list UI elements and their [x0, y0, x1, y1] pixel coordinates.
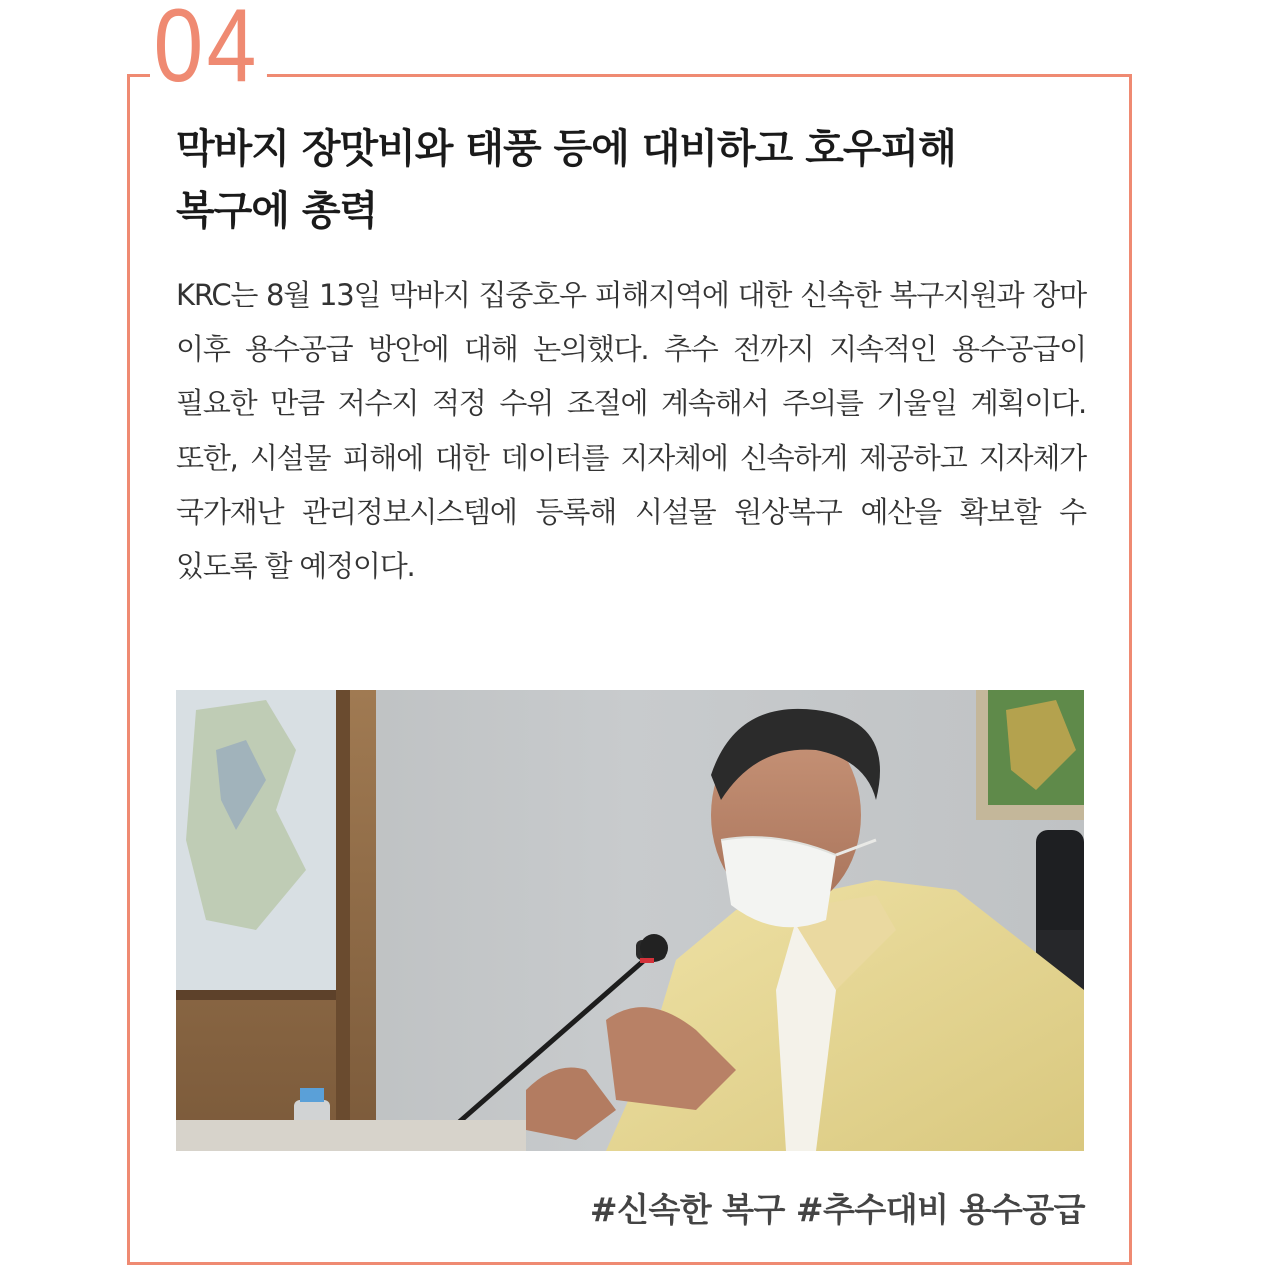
- article-title: [176, 118, 1091, 242]
- article-body: KRC는 8월 13일 막바지 집중호우 피해지역에 대한 신속한 복구지원과 장마 이후 용수공급 방안에 대해 논의했다. 추수 전까지 지속적인 용수공급이 필요한 만큼 저수지 적정 수위 조절에 계속해서 주의를 기울일 계획이다. 또한, 시설물 피해에 대한 데이터를 지자체에 신속하게 제공하고 지자체가 국가재난 관리정보시스템에 등록해 시설물 원상복구 예산을 확보할 수 있도록 할 예정이다.: [176, 278, 1086, 584]
- section-number: 04: [150, 0, 267, 98]
- meeting-photo: [176, 690, 1084, 1151]
- hashtags: #신속한 복구 #추수대비 용수공급: [589, 1190, 1085, 1229]
- title-line-2: 복구에 총력: [176, 188, 378, 234]
- title-line-1: 막바지 장맛비와 태풍 등에 대비하고 호우피해: [176, 126, 956, 172]
